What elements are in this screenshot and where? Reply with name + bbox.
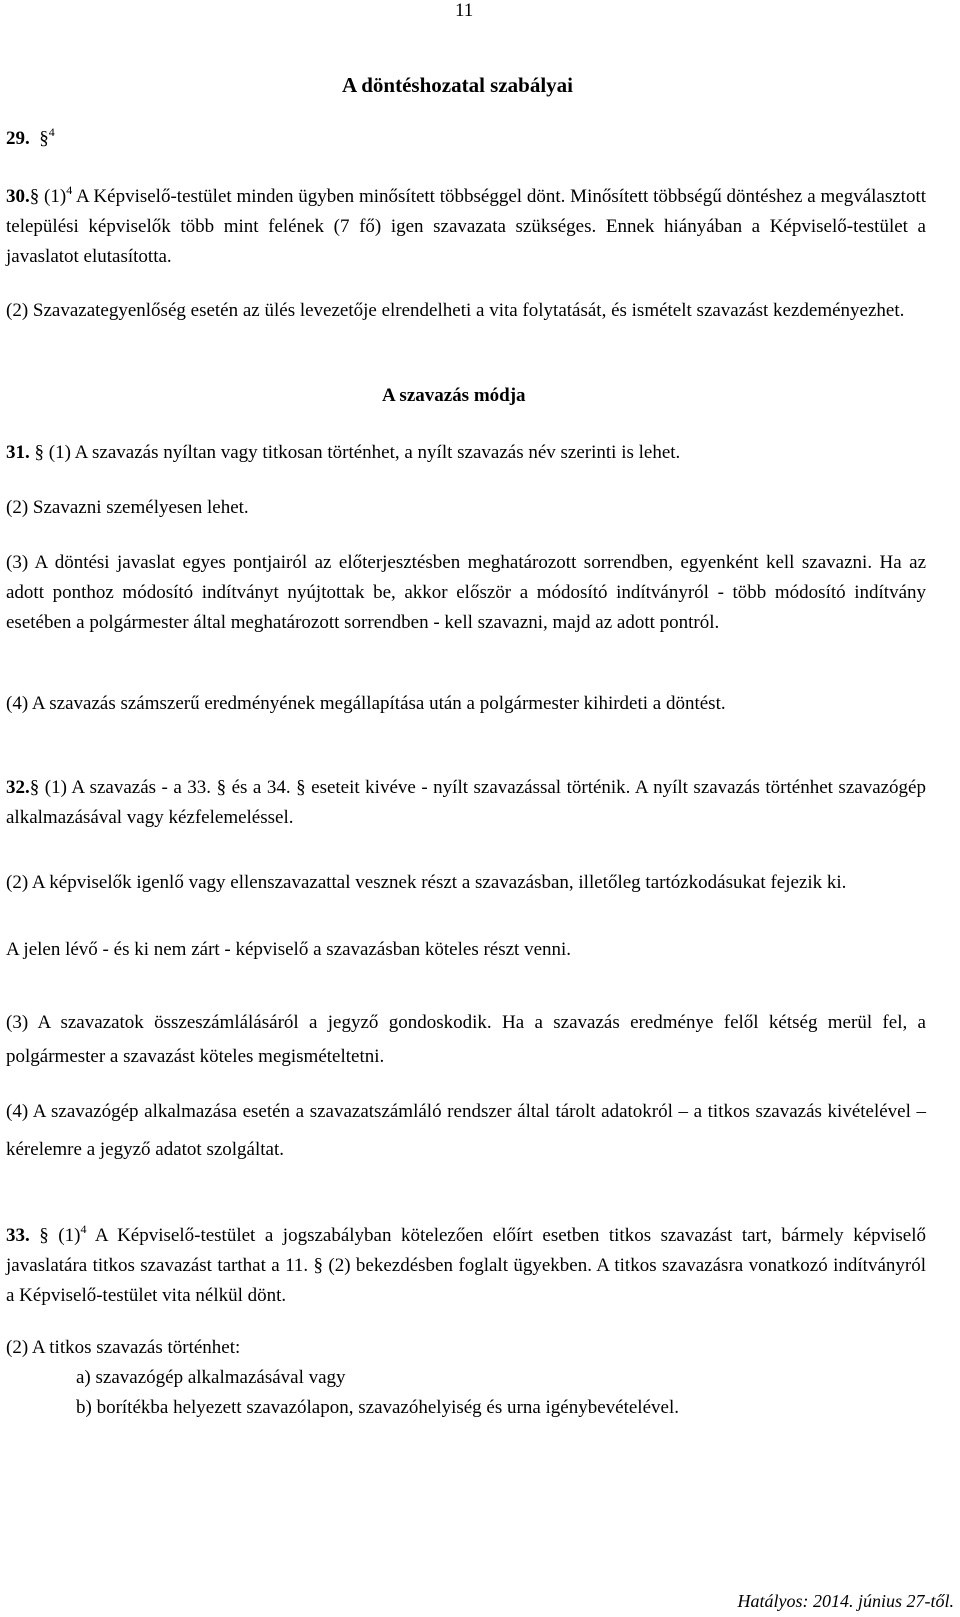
section-31-p1-text: (1) A szavazás nyíltan vagy titkosan történhet, a nyílt szavazás név szerinti is lehet.	[48, 442, 681, 463]
section-32-p2: (2) A képviselők igenlő vagy ellenszavazattal vesznek részt a szavazásban, illetőleg tartózkodásukat fejezik ki.	[6, 872, 847, 893]
section-29-sign: §	[39, 128, 49, 149]
section-29-footnote: 4	[48, 125, 55, 139]
section-32-p4: (4) A szavazógép alkalmazása esetén a szavazatszámláló rendszer által tárolt adatokról – a titkos szavazás kivételével – kérelemre a jegyző adatot szolgáltat.	[6, 1101, 926, 1160]
section-33-p1-label: (1)	[58, 1225, 81, 1246]
section-32-number: 32.	[6, 777, 30, 798]
section-30-p1-label: (1)	[44, 186, 67, 207]
section-31-p3: (3) A döntési javaslat egyes pontjairól az előterjesztésben meghatározott sorrendben, egyenként kell szavazni. Ha az adott ponthoz módosító indítványt nyújtottak be, akkor először a módosító indítványról - több módosító indítvány esetében a polgármester által meghatározott sorrendben - kell szavazni, majd az adott pontról.	[6, 552, 926, 633]
list-item-b: b) borítékba helyezett szavazólapon, szavazóhelyiség és urna igénybevételével.	[76, 1397, 679, 1418]
section-31-number: 31.	[6, 442, 30, 463]
section-31-p2: (2) Szavazni személyesen lehet.	[6, 497, 249, 518]
section-32-p1-text: (1) A szavazás - a 33. § és a 34. § eseteit kivéve - nyílt szavazással történik. A nyílt szavazás történhet szavazógép alkalmazásával vagy kézfelemeléssel.	[6, 777, 926, 828]
section-29-number: 29.	[6, 128, 30, 149]
section-32-p3: (3) A szavazatok összeszámlálásáról a jegyző gondoskodik. Ha a szavazás eredménye felől kétség merül fel, a polgármester a szavazást köteles megismételtetni.	[6, 1012, 926, 1067]
page-number: 11	[455, 0, 474, 21]
section-31-p1	[6, 438, 926, 468]
section-31-p4: (4) A szavazás számszerű eredményének megállapítása után a polgármester kihirdeti a döntést.	[6, 693, 726, 714]
section-33-sign: §	[39, 1225, 49, 1246]
section-30-p1-text: A Képviselő-testület minden ügyben minősített többséggel dönt. Minősített többségű döntéshez a megválasztott települési képviselők több mint felének (7 fő) igen szavazata szükséges. Ennek hiányában a Képviselő-testület a javaslatot elutasította.	[6, 186, 926, 267]
section-30-p2: (2) Szavazategyenlőség esetén az ülés levezetője elrendelheti a vita folytatását, és ismételt szavazást kezdeményezhet.	[6, 300, 905, 321]
section-33-p1-text: A Képviselő-testület a jogszabályban kötelezően előírt esetben titkos szavazást tart, bármely képviselő javaslatára titkos szavazást tarthat a 11. § (2) bekezdésben foglalt ügyekben. A titkos szavazásra vonatkozó indítványról a Képviselő-testület vita nélkül dönt.	[6, 1225, 927, 1306]
section-32-p1	[6, 773, 926, 833]
section-33-footnote: 4	[80, 1222, 87, 1236]
subsection-title: A szavazás módja	[382, 385, 526, 406]
section-31-sign: §	[34, 442, 44, 463]
section-30-p1	[6, 182, 926, 272]
section-30-footnote: 4	[66, 183, 73, 197]
section-title: A döntéshozatal szabályai	[342, 73, 574, 97]
section-33-p1	[6, 1221, 926, 1311]
section-33-number: 33.	[6, 1225, 30, 1246]
effective-date-footer: Hatályos: 2014. június 27-től.	[737, 1591, 954, 1611]
list-item-a: a) szavazógép alkalmazásával vagy	[76, 1367, 346, 1388]
section-32-p2b: A jelen lévő - és ki nem zárt - képviselő a szavazásban köteles részt venni.	[6, 939, 572, 960]
section-30-sign: §	[29, 186, 40, 207]
section-33-p2	[6, 1333, 926, 1423]
section-33-p2-text: (2) A titkos szavazás történhet:	[6, 1337, 241, 1358]
section-32-sign: §	[29, 777, 40, 798]
section-30-number: 30.	[6, 186, 30, 207]
section-29	[6, 124, 926, 154]
